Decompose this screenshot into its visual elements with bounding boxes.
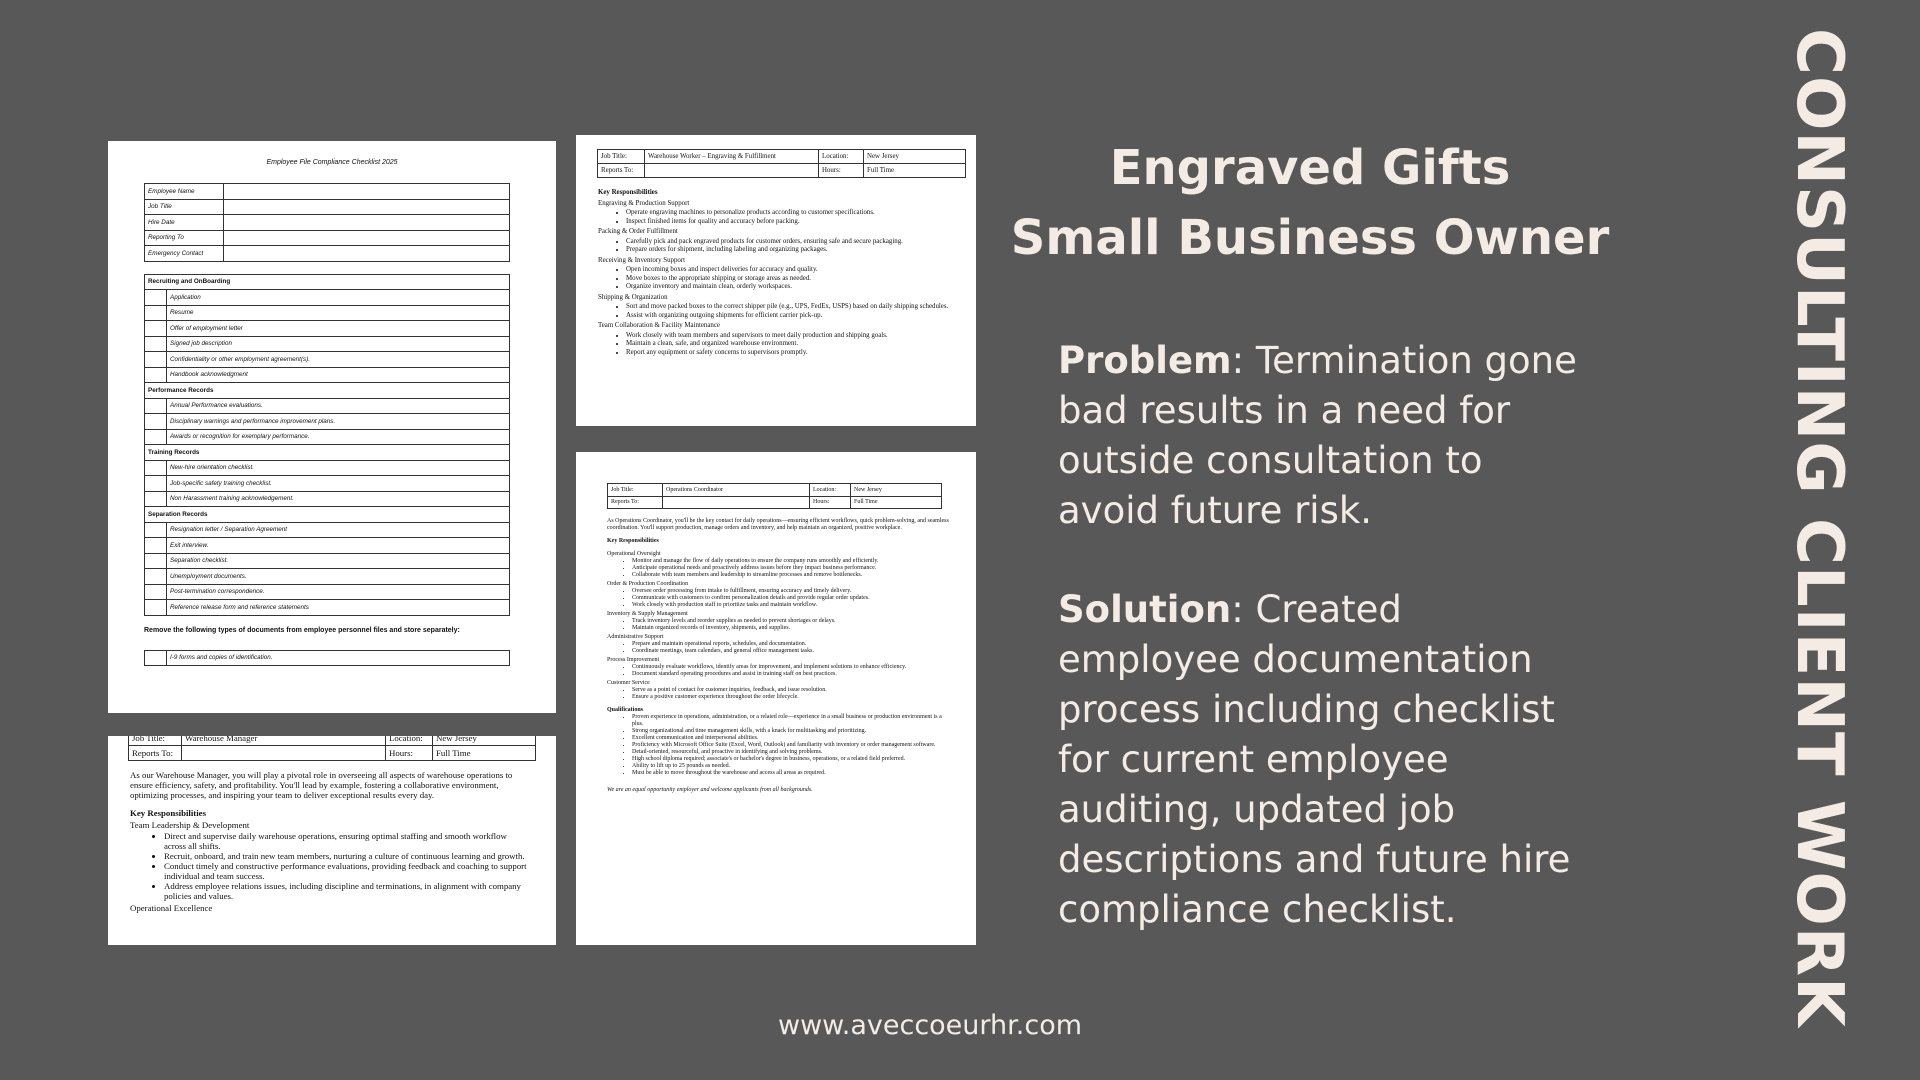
heading-line-1: Engraved Gifts [1109,140,1511,196]
info-field-value [224,215,510,231]
problem-statement [1058,336,1578,536]
remove-instructions: Remove the following types of documents from employee personnel files and store separately: [144,626,460,634]
responsibility-list [607,588,952,609]
section-header-row [145,507,510,523]
info-field-value [224,246,510,262]
responsibility-groups [607,551,952,701]
client-heading [1000,133,1620,273]
checklist-item: Confidentiality or other employment agreement(s). [167,352,510,368]
qualification-item: • Proficiency with Microsoft Office Suite (Excel, Word, Outlook) and familiarity with inventory or order management software. [632,742,952,749]
responsibility-group-title: Team Collaboration & Facility Maintenance [598,322,720,329]
responsibility-item: • Communicate with customers to confirm personalization details and provide regular order updates. [632,595,952,602]
checkbox-cell [145,569,167,585]
responsibility-item: • Sort and move packed boxes to the correct shipper pile (e.g., UPS, FedEx, USPS) based on daily shipping schedules. [626,303,976,312]
separate-documents-table [144,650,510,667]
checklist-item: I-9 forms and copies of identification. [167,650,510,666]
responsibility-group-title: Operational Oversight [607,551,661,557]
location-value: New Jersey [433,736,536,746]
responsibility-group-title: Administrative Support [607,634,664,640]
hours-value: Full Time [864,164,966,178]
responsibility-item: • Oversee order processing from intake to fulfillment, ensuring accuracy and timely delivery. [632,588,952,595]
reports-to-value [663,496,810,509]
responsibility-list [598,209,976,226]
checkbox-cell [145,429,167,445]
job-title-label: Job Title: [129,736,182,746]
checklist-item: Awards or recognition for exemplary performance. [167,429,510,445]
responsibility-item: • Conduct timely and constructive performance evaluations, providing feedback and coaching to support individual and team success. [164,861,530,881]
responsibility-item: • Move boxes to the appropriate shipping or storage areas as needed. [626,275,976,284]
job-header-table [597,149,966,178]
job-title-label: Job Title: [598,150,645,164]
section-header-row [145,274,510,290]
section-title: Training Records [145,445,510,461]
qualification-item: • Proven experience in operations, administration, or a related role—experience in a small business or production environment is a plus. [632,714,952,728]
responsibility-list [607,641,952,655]
responsibility-groups [130,820,530,913]
info-field-value [224,184,510,200]
checklist-row [145,429,510,445]
checklist-row [145,414,510,430]
qualification-item: • High school diploma required; associate's or bachelor's degree in business, operations, or a related field preferred. [632,756,952,763]
responsibility-item: • Maintain a clean, safe, and organized warehouse environment. [626,340,976,349]
section-title: Performance Records [145,383,510,399]
location-label: Location: [819,150,864,164]
responsibility-list [598,266,976,292]
qualification-item: • Excellent communication and interpersonal abilities. [632,735,952,742]
responsibility-item: • Direct and supervise daily warehouse operations, ensuring optimal staffing and smooth workflow across all shifts. [164,831,530,851]
checklist-item: Application [167,290,510,306]
operations-coordinator-job-description [576,452,976,945]
responsibility-item: • Recruit, onboard, and train new team members, nurturing a culture of continuous learning and growth. [164,851,530,861]
compliance-checklist-document [108,141,556,713]
checklist-item: Resume [167,305,510,321]
responsibility-group-title: Order & Production Coordination [607,581,689,587]
job-header-table [128,736,536,761]
responsibility-item: • Anticipate operational needs and proactively address issues before they impact business performance. [632,565,952,572]
checklist-item: Disciplinary warnings and performance improvement plans. [167,414,510,430]
checklist-row [145,584,510,600]
responsibility-item: • Track inventory levels and reorder supplies as needed to prevent shortages or delays. [632,618,952,625]
info-row [145,199,510,215]
responsibility-item: • Serve as a point of contact for customer inquiries, feedback, and issue resolution. [632,687,952,694]
info-row [145,246,510,262]
qualifications-list [607,714,952,777]
responsibility-list [607,664,952,678]
checklist-row [145,538,510,554]
equal-opportunity-statement: We are an equal opportunity employer and welcome applicants from all backgrounds. [607,787,813,793]
hours-label: Hours: [386,746,433,761]
responsibility-item: • Coordinate meetings, team calendars, and general office management tasks. [632,648,952,655]
checklist-item: Handbook acknowledgment [167,367,510,383]
job-header-table [607,483,942,509]
reports-to-label: Reports To: [608,496,663,509]
checklist-item: Exit interview. [167,538,510,554]
checklist-row [145,398,510,414]
role-intro: As our Warehouse Manager, you will play a pivotal role in overseeing all aspects of warehouse operations to ensure efficiency, safety, and profitability. You'll lead by example, fostering a collaborative environment, optimizing processes, and inspiring your team to deliver exceptional results every day. [130,770,513,800]
hours-value: Full Time [851,496,942,509]
heading-line-2: Small Business Owner [1010,210,1610,266]
info-field-label: Employee Name [145,184,224,200]
responsibility-item: • Organize inventory and maintain clean, orderly workspaces. [626,283,976,292]
checkbox-cell [145,460,167,476]
checkbox-cell [145,336,167,352]
location-value: New Jersey [851,484,942,497]
responsibility-item: • Work closely with team members and supervisors to meet daily production and shipping goals. [626,332,976,341]
checklist-item: Resignation letter / Separation Agreement [167,522,510,538]
responsibility-item: • Inspect finished items for quality and accuracy before packing. [626,218,976,227]
checklist-row [145,476,510,492]
role-intro: As Operations Coordinator, you'll be the key contact for daily operations—ensuring efficient workflows, quick problem-solving, and seamless coordination. You'll support production, manage orders and inventory, and help maintain an organized, positive workplace. [607,518,949,531]
key-responsibilities-heading: Key Responsibilities [607,538,659,544]
qualification-item: • Detail-oriented, resourceful, and proactive in identifying and solving problems. [632,749,952,756]
checklist-item: Signed job description [167,336,510,352]
responsibility-list [598,238,976,255]
responsibility-item: • Report any equipment or safety concerns to supervisors promptly. [626,349,976,358]
checklist-row [145,522,510,538]
key-responsibilities-heading: Key Responsibilities [598,189,658,196]
checklist-item: Separation checklist. [167,553,510,569]
checkbox-cell [145,321,167,337]
warehouse-manager-job-description [108,736,556,945]
checkbox-cell [145,650,167,666]
info-field-label: Reporting To [145,230,224,246]
checkbox-cell [145,476,167,492]
responsibility-item: • Collaborate with team members and leadership to streamline processes and remove bottlenecks. [632,572,952,579]
info-row [145,230,510,246]
reports-to-label: Reports To: [129,746,182,761]
responsibility-item: • Assist with organizing outgoing shipments for efficient carrier pick-up. [626,312,976,321]
checkbox-cell [145,553,167,569]
responsibility-group-title: Team Leadership & Development [130,820,250,830]
responsibility-item: • Prepare and maintain operational reports, schedules, and documentation. [632,641,952,648]
responsibility-item: • Continuously evaluate workflows, identify areas for improvement, and implement solutions to enhance efficiency. [632,664,952,671]
responsibility-group-title: Engraving & Production Support [598,199,690,207]
checklist-row [145,305,510,321]
info-field-label: Emergency Contact [145,246,224,262]
responsibility-list [607,558,952,579]
responsibility-list [130,831,530,901]
responsibility-item: • Operate engraving machines to personalize products according to customer specifications. [626,209,976,218]
responsibility-item: • Document standard operating procedures and assist in training staff on best practices. [632,671,952,678]
info-row [145,184,510,200]
checklist-row [145,321,510,337]
checkbox-cell [145,352,167,368]
responsibility-item: • Maintain organized records of inventory, shipments, and supplies. [632,625,952,632]
problem-text: : Termination gone bad results in a need for outside consultation to avoid future risk. [1058,339,1577,532]
reports-to-label: Reports To: [598,164,645,178]
section-header-row [145,383,510,399]
checkbox-cell [145,522,167,538]
responsibility-item: • Ensure a positive customer experience throughout the order lifecycle. [632,694,952,701]
responsibility-list [598,303,976,320]
responsibility-list [598,332,976,358]
responsibility-group-title: Customer Service [607,680,650,686]
responsibility-group-title: Operational Excellence [130,903,213,913]
checkbox-cell [145,584,167,600]
responsibility-item: • Carefully pick and pack engraved products for customer orders, ensuring safe and secure packaging. [626,238,976,247]
info-field-label: Hire Date [145,215,224,231]
responsibility-group-title: Receiving & Inventory Support [598,256,686,264]
info-field-label: Job Title [145,199,224,215]
checkbox-cell [145,290,167,306]
section-header-row [145,445,510,461]
checklist-row [145,650,510,666]
records-table [144,274,510,616]
checkbox-cell [145,414,167,430]
solution-label: Solution [1058,588,1232,631]
job-title-value: Warehouse Worker – Engraving & Fulfillment [645,150,819,164]
qualifications-heading: Qualifications [607,707,644,713]
website-url: www.aveccoeurhr.com [777,1010,1083,1041]
vertical-title-text: CONSULTING CLIENT WORK [1782,28,1856,1028]
job-title-value: Warehouse Manager [182,736,386,746]
hours-value: Full Time [433,746,536,761]
responsibility-group-title: Packing & Order Fulfillment [598,228,678,235]
checklist-row [145,336,510,352]
checklist-item: Annual Performance evaluations. [167,398,510,414]
responsibility-list [607,618,952,632]
checklist-item: Post-termination correspondence. [167,584,510,600]
section-title: Recruiting and OnBoarding [145,274,510,290]
checklist-row [145,367,510,383]
job-title-label: Job Title: [608,484,663,497]
location-value: New Jersey [864,150,966,164]
solution-text: : Created employee documentation process including checklist for current employee auditing, updated job descriptions and future hire compliance checklist. [1058,588,1571,931]
info-row [145,215,510,231]
responsibility-item: • Monitor and manage the flow of daily operations to ensure the company runs smoothly and efficiently. [632,558,952,565]
problem-label: Problem [1058,339,1232,382]
checkbox-cell [145,600,167,616]
responsibility-group-title: Inventory & Supply Management [607,611,688,617]
checklist-row [145,491,510,507]
qualification-item: • Must be able to move throughout the warehouse and access all areas as required. [632,770,952,777]
checklist-item: New-hire orientation checklist. [167,460,510,476]
checkbox-cell [145,538,167,554]
reports-to-value [645,164,819,178]
section-title: Separation Records [145,507,510,523]
checklist-item: Unemployment documents. [167,569,510,585]
responsibility-item: • Address employee relations issues, including discipline and terminations, in alignment with company policies and values. [164,881,530,901]
checklist-title: Employee File Compliance Checklist 2025 [266,159,398,166]
qualification-item: • Ability to lift up to 25 pounds as needed. [632,763,952,770]
checklist-item: Job-specific safety training checklist. [167,476,510,492]
responsibility-group-title: Process Improvement [607,657,660,663]
checklist-item: Offer of employment letter [167,321,510,337]
checklist-row [145,553,510,569]
job-title-value: Operations Coordinator [663,484,810,497]
qualification-item: • Strong organizational and time management skills, with a knack for multitasking and prioritizing. [632,728,952,735]
checkbox-cell [145,305,167,321]
responsibility-groups [598,200,976,358]
hours-label: Hours: [810,496,851,509]
reports-to-value [182,746,386,761]
hours-label: Hours: [819,164,864,178]
checklist-item: Reference release form and reference statements [167,600,510,616]
location-label: Location: [810,484,851,497]
checkbox-cell [145,491,167,507]
info-field-value [224,199,510,215]
checklist-row [145,290,510,306]
key-responsibilities-heading: Key Responsibilities [130,808,207,818]
checklist-row [145,569,510,585]
checklist-row [145,600,510,616]
checkbox-cell [145,367,167,383]
responsibility-item: • Work closely with production staff to prioritize tasks and maintain workflow. [632,602,952,609]
checklist-item: Non Harassment training acknowledgement. [167,491,510,507]
responsibility-list [607,687,952,701]
employee-info-table [144,183,510,262]
location-label: Location: [386,736,433,746]
info-field-value [224,230,510,246]
solution-statement [1058,585,1578,935]
warehouse-worker-job-description [576,135,976,426]
responsibility-item: • Prepare orders for shipment, including labeling and organizing packages. [626,246,976,255]
checkbox-cell [145,398,167,414]
responsibility-group-title: Shipping & Organization [598,293,668,301]
checklist-row [145,460,510,476]
responsibility-item: • Open incoming boxes and inspect deliveries for accuracy and quality. [626,266,976,275]
checklist-row [145,352,510,368]
